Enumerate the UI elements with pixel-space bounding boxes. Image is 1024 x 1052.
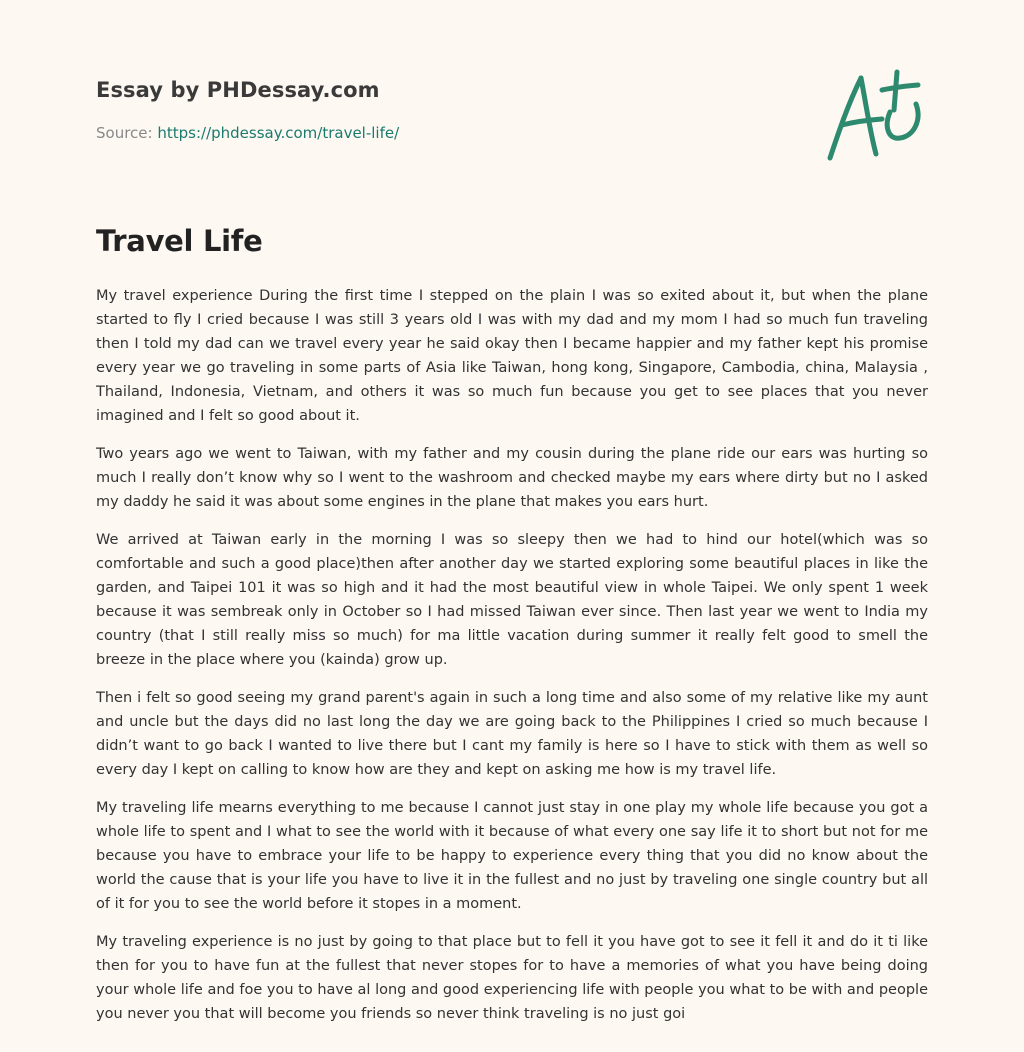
a-plus-logo-icon: [824, 68, 928, 164]
essay-paragraph: My travel experience During the first time I stepped on the plain I was so exited about it, but when the plane started to fly I cried because I was still 3 years old I was with my dad and my mom I had so much fun traveling then I told my dad can we travel every year he said okay then I became happier and my father kept his promise every year we go traveling in some parts of Asia like Taiwan, hong kong, Singapore, Cambodia, china, Malaysia , Thailand, Indonesia, Vietnam, and others it was so much fun because you get to see places that you never imagined and I felt so good about it.: [96, 288, 928, 424]
essay-paragraph: Two years ago we went to Taiwan, with my father and my cousin during the plane ride our ears was hurting so much I really don’t know why so I went to the washroom and checked maybe my ears where dirty but no I asked my daddy he said it was about some engines in the plane that makes you ears hurt.: [96, 446, 928, 510]
source-line: [96, 124, 399, 142]
site-title: Essay by PHDessay.com: [96, 78, 380, 102]
essay-paragraph: We arrived at Taiwan early in the morning I was so sleepy then we had to hind our hotel(which was so comfortable and such a good place)then after another day we started exploring some beautiful places in like the garden, and Taipei 101 it was so high and it had the most beautiful view in whole Taipei. We only spent 1 week because it was sembreak only in October so I had missed Taiwan ever since. Then last year we went to India my country (that I still really miss so much) for ma little vacation during summer it really felt good to smell the breeze in the place where you (kainda) grow up.: [96, 532, 928, 668]
essay-paragraph: My traveling life mearns everything to me because I cannot just stay in one play my whole life because you got a whole life to spent and I what to see the world with it because of what every one say life it to short but not for me because you have to embrace your life to be happy to experience every thing that you did no know about the world the cause that is your life you have to live it in the fullest and no just by traveling one single country but all of it for you to see the world before it stopes in a moment.: [96, 800, 928, 912]
source-link[interactable]: https://phdessay.com/travel-life/: [157, 124, 400, 142]
essay-paragraph: Then i felt so good seeing my grand parent's again in such a long time and also some of my relative like my aunt and uncle but the days did no last long the day we are going back to the Philippines I cried so much because I didn’t want to go back I wanted to live there but I cant my family is here so I have to stick with them as well so every day I kept on calling to know how are they and kept on asking me how is my travel life.: [96, 690, 928, 778]
essay-paragraph: My traveling experience is no just by going to that place but to fell it you have got to see it fell it and do it ti like then for you to have fun at the fullest that never stopes for to have a memories of what you have being doing your whole life and foe you to have al long and good experiencing life with people you what to be with and people you never you that will become you friends so never think traveling is no just goi: [96, 934, 928, 1022]
essay-title: Travel Life: [96, 224, 263, 258]
source-label: Source:: [96, 124, 153, 142]
essay-body: [96, 284, 928, 1040]
